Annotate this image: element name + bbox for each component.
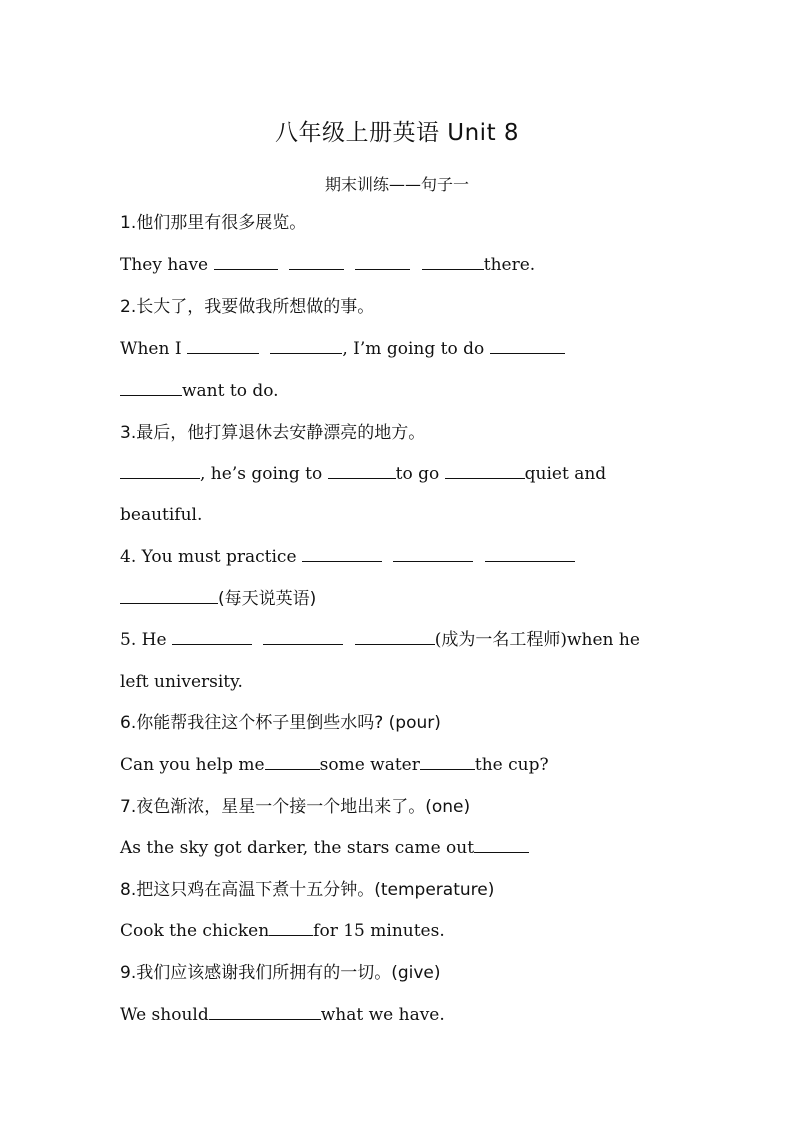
question-6-prompt: 6.你能帮我往这个杯子里倒些水吗? (pour) [120, 713, 441, 733]
q8-text-after: for 15 minutes. [313, 921, 445, 941]
worksheet-subtitle: 期末训练——句子一 [324, 175, 469, 194]
q1-text-after: there. [483, 255, 536, 275]
question-1-prompt: 1.他们那里有很多展览。 [120, 213, 307, 233]
question-3-answer-line [120, 463, 606, 485]
question-5-line [120, 629, 640, 651]
q1-text-before: They have [120, 255, 209, 275]
answer-blank[interactable] [120, 463, 200, 479]
q5-hint: (成为一名工程师)when he [434, 630, 640, 650]
q6-text-after: the cup? [474, 755, 549, 775]
answer-blank[interactable] [270, 338, 342, 354]
question-4-line [120, 546, 575, 568]
question-4-prompt: 4. You must practice [120, 547, 297, 567]
question-8-prompt: 8.把这只鸡在高温下煮十五分钟。(temperature) [120, 880, 495, 900]
question-7-answer-line [120, 837, 529, 859]
answer-blank[interactable] [269, 920, 313, 936]
q9-text-after: what we have. [320, 1005, 445, 1025]
answer-blank[interactable] [120, 588, 218, 604]
answer-blank[interactable] [420, 754, 475, 770]
q6-text-middle: some water [319, 755, 420, 775]
answer-blank[interactable] [263, 629, 343, 645]
q3-text-part2: to go [395, 464, 440, 484]
answer-blank[interactable] [355, 254, 410, 270]
answer-blank[interactable] [265, 754, 320, 770]
q8-text-before: Cook the chicken [120, 921, 270, 941]
question-6-answer-line [120, 754, 549, 776]
answer-blank[interactable] [172, 629, 252, 645]
question-1-answer-line [120, 254, 535, 276]
answer-blank[interactable] [120, 380, 182, 396]
answer-blank[interactable] [485, 546, 575, 562]
question-5-line-2: left university. [120, 672, 243, 692]
worksheet-title: 八年级上册英语 Unit 8 [274, 120, 520, 146]
answer-blank[interactable] [214, 254, 278, 270]
answer-blank[interactable] [490, 338, 565, 354]
question-5-prompt: 5. He [120, 630, 167, 650]
q3-text-part1: , he’s going to [200, 464, 323, 484]
q2-text-middle: , I’m going to do [342, 339, 485, 359]
answer-blank[interactable] [355, 629, 435, 645]
question-2-prompt: 2.长大了，我要做我所想做的事。 [120, 297, 375, 317]
question-2-answer-line [120, 338, 565, 360]
answer-blank[interactable] [302, 546, 382, 562]
question-3-answer-line-2: beautiful. [120, 505, 203, 525]
question-4-line-2 [120, 588, 316, 610]
answer-blank[interactable] [422, 254, 484, 270]
q2-text-after: want to do. [182, 381, 279, 401]
question-7-prompt: 7.夜色渐浓，星星一个接一个地出来了。(one) [120, 797, 471, 817]
q9-text-before: We should [120, 1005, 209, 1025]
question-3-prompt: 3.最后，他打算退休去安静漂亮的地方。 [120, 423, 426, 443]
answer-blank[interactable] [187, 338, 259, 354]
question-2-answer-line-2 [120, 380, 279, 402]
q4-hint: (每天说英语) [218, 589, 317, 609]
answer-blank[interactable] [474, 837, 529, 853]
question-9-answer-line [120, 1004, 445, 1026]
answer-blank[interactable] [393, 546, 473, 562]
answer-blank[interactable] [328, 463, 396, 479]
q7-text-before: As the sky got darker, the stars came out [120, 838, 475, 858]
answer-blank[interactable] [209, 1004, 321, 1020]
q6-text-before: Can you help me [120, 755, 265, 775]
answer-blank[interactable] [445, 463, 525, 479]
q3-text-part3: quiet and [524, 464, 607, 484]
question-8-answer-line [120, 920, 445, 942]
question-9-prompt: 9.我们应该感谢我们所拥有的一切。(give) [120, 963, 441, 983]
answer-blank[interactable] [289, 254, 344, 270]
q2-text-before: When I [120, 339, 182, 359]
